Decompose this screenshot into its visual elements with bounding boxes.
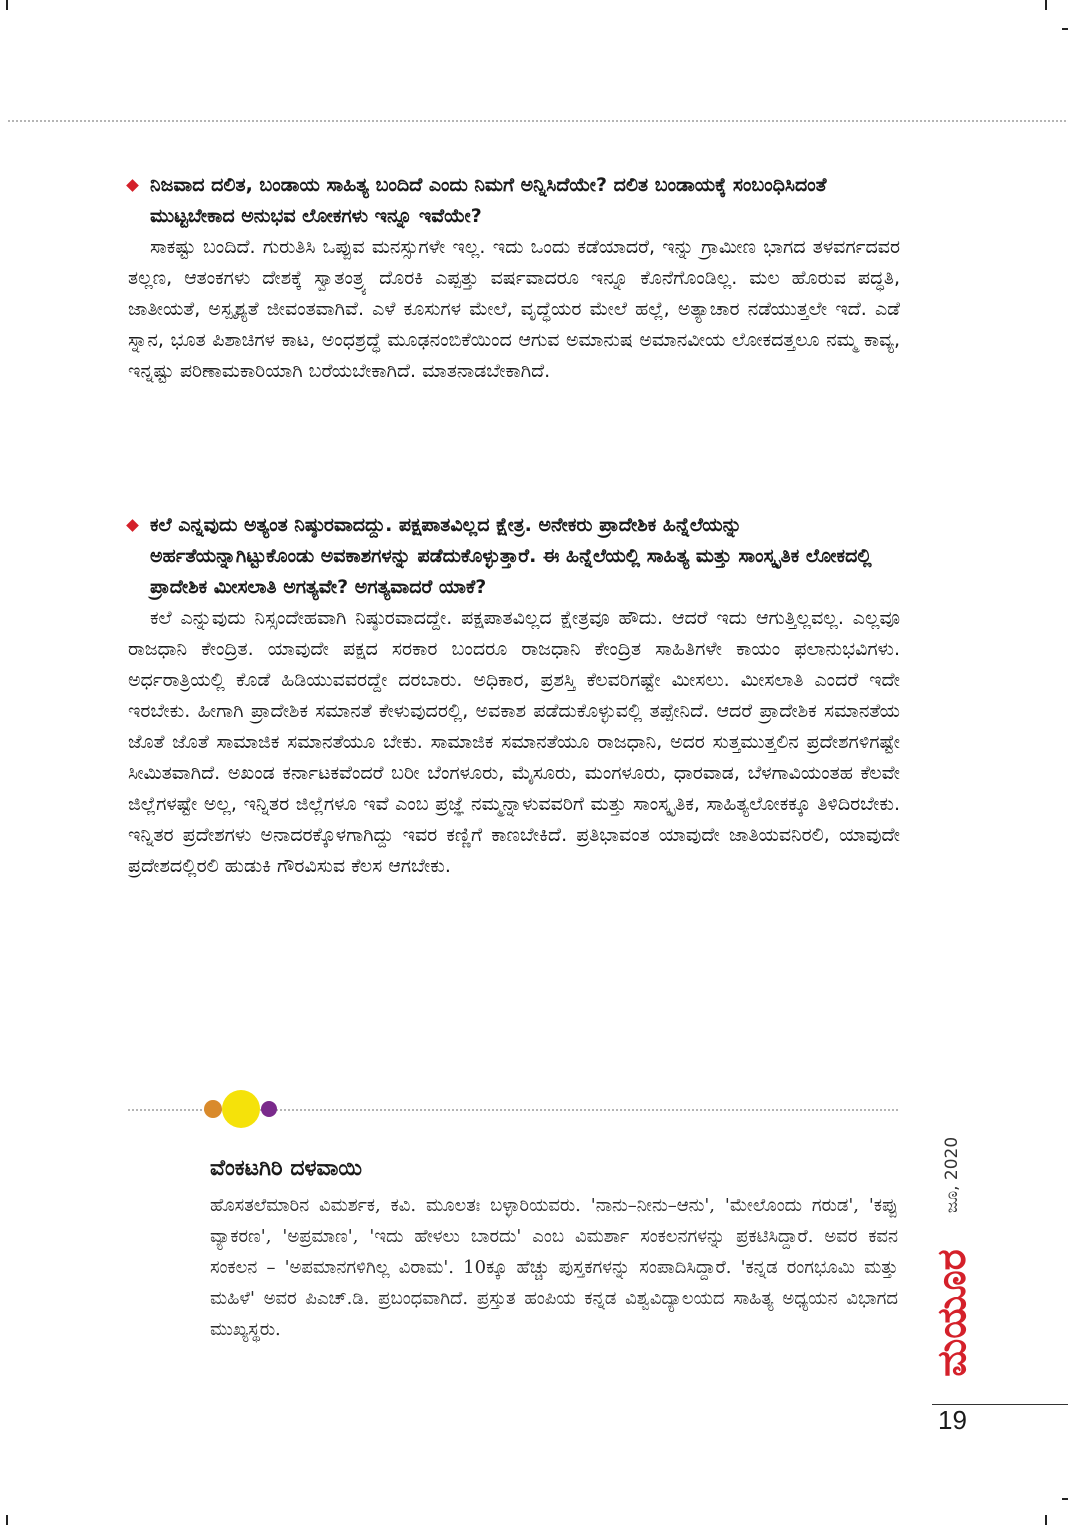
question-2 bbox=[128, 510, 900, 603]
purple-dot-icon bbox=[261, 1101, 277, 1117]
author-bio-text: ಹೊಸತಲೆಮಾರಿನ ವಿಮರ್ಶಕ, ಕವಿ. ಮೂಲತಃ ಬಳ್ಳಾರಿಯವರು. 'ನಾನು–ನೀನು–ಆನು', 'ಮೇಲೊಂದು ಗರುಡ', 'ಕಪ್ಪು ವ್ಯಾಕರಣ', 'ಅಪ್ರಮಾಣ', 'ಇದು ಹೇಳಲು ಬಾರದು' ಎಂಬ ವಿಮರ್ಶಾ ಸಂಕಲನಗಳನ್ನು ಪ್ರಕಟಿಸಿದ್ದಾರೆ. ಅವರ ಕವನ ಸಂಕಲನ – 'ಅಪಮಾನಗಳಿಗಿಲ್ಲ ವಿರಾಮ'. 10ಕ್ಕೂ ಹೆಚ್ಚು ಪುಸ್ತಕಗಳನ್ನು ಸಂಪಾದಿಸಿದ್ದಾರೆ. 'ಕನ್ನಡ ರಂಗಭೂಮಿ ಮತ್ತು ಮಹಿಳೆ' ಅವರ ಪಿಎಚ್.ಡಿ. ಪ್ರಬಂಧವಾಗಿದೆ. ಪ್ರಸ್ತುತ ಹಂಪಿಯ ಕನ್ನಡ ವಿಶ್ವವಿದ್ಯಾಲಯದ ಸಾಹಿತ್ಯ ಅಧ್ಯಯನ ವಿಭಾಗದ ಮುಖ್ಯಸ್ಥರು. bbox=[210, 1195, 898, 1340]
crop-mark bbox=[1062, 28, 1068, 30]
question-1-text: ನಿಜವಾದ ದಲಿತ, ಬಂಡಾಯ ಸಾಹಿತ್ಯ ಬಂದಿದೆ ಎಂದು ನಿಮಗೆ ಅನ್ನಿಸಿದೆಯೇ? ದಲಿತ ಬಂಡಾಯಕ್ಕೆ ಸಂಬಂಧಿಸಿದಂತೆ ಮುಟ್ಟಬೇಕಾದ ಅನುಭವ ಲೋಕಗಳು ಇನ್ನೂ ಇವೆಯೇ? bbox=[150, 174, 827, 227]
red-diamond-bullet-icon bbox=[126, 179, 139, 192]
qa-block-1 bbox=[128, 170, 900, 387]
crop-mark bbox=[6, 0, 8, 10]
author-bio bbox=[210, 1150, 898, 1345]
page-number: 19 bbox=[938, 1405, 967, 1435]
question-1 bbox=[128, 170, 900, 232]
orange-dot-icon bbox=[204, 1100, 222, 1118]
issue-date-text: ಜೂ, 2020 bbox=[942, 1136, 962, 1214]
crop-mark bbox=[1045, 1515, 1047, 1525]
magazine-logo-text: ಮಯೂರ bbox=[929, 1249, 975, 1377]
crop-mark bbox=[1062, 1498, 1068, 1500]
crop-mark bbox=[1045, 0, 1047, 10]
question-2-text: ಕಲೆ ಎನ್ನವುದು ಅತ್ಯಂತ ನಿಷ್ಠುರವಾದದ್ದು. ಪಕ್ಷಪಾತವಿಲ್ಲದ ಕ್ಷೇತ್ರ. ಅನೇಕರು ಪ್ರಾದೇಶಿಕ ಹಿನ್ನೆಲೆಯನ್ನು ಅರ್ಹತೆಯನ್ನಾಗಿಟ್ಟುಕೊಂಡು ಅವಕಾಶಗಳನ್ನು ಪಡೆದುಕೊಳ್ಳುತ್ತಾರೆ. ಈ ಹಿನ್ನೆಲೆಯಲ್ಲಿ ಸಾಹಿತ್ಯ ಮತ್ತು ಸಾಂಸ್ಕೃತಿಕ ಲೋಕದಲ್ಲಿ ಪ್ರಾದೇಶಿಕ ಮೀಸಲಾತಿ ಅಗತ್ಯವೇ? ಅಗತ್ಯವಾದರೆ ಯಾಕೆ? bbox=[150, 514, 872, 598]
red-diamond-bullet-icon bbox=[126, 519, 139, 532]
author-name: ವೆಂಕಟಗಿರಿ ದಳವಾಯಿ bbox=[210, 1156, 363, 1181]
top-dotted-rule bbox=[8, 120, 1066, 122]
qa-block-2 bbox=[128, 510, 900, 882]
issue-date bbox=[932, 1125, 972, 1225]
magazine-logo bbox=[922, 1228, 982, 1398]
answer-2: ಕಲೆ ಎನ್ನುವುದು ನಿಸ್ಸಂದೇಹವಾಗಿ ನಿಷ್ಠುರವಾದದ್ದೇ. ಪಕ್ಷಪಾತವಿಲ್ಲದ ಕ್ಷೇತ್ರವೂ ಹೌದು. ಆದರೆ ಇದು ಆಗುತ್ತಿಲ್ಲವಲ್ಲ. ಎಲ್ಲವೂ ರಾಜಧಾನಿ ಕೇಂದ್ರಿತ. ಯಾವುದೇ ಪಕ್ಷದ ಸರಕಾರ ಬಂದರೂ ರಾಜಧಾನಿ ಕೇಂದ್ರಿತ ಸಾಹಿತಿಗಳೇ ಕಾಯಂ ಫಲಾನುಭವಿಗಳು. ಅರ್ಧರಾತ್ರಿಯಲ್ಲಿ ಕೊಡೆ ಹಿಡಿಯುವವರದ್ದೇ ದರಬಾರು. ಅಧಿಕಾರ, ಪ್ರಶಸ್ತಿ ಕೆಲವರಿಗಷ್ಟೇ ಮೀಸಲು. ಮೀಸಲಾತಿ ಎಂದರೆ ಇದೇ ಇರಬೇಕು. ಹೀಗಾಗಿ ಪ್ರಾದೇಶಿಕ ಸಮಾನತೆ ಕೇಳುವುದರಲ್ಲಿ, ಅವಕಾಶ ಪಡೆದುಕೊಳ್ಳುವಲ್ಲಿ ತಪ್ಪೇನಿದೆ. ಆದರೆ ಪ್ರಾದೇಶಿಕ ಸಮಾನತೆಯ ಜೊತೆ ಜೊತೆ ಸಾಮಾಜಿಕ ಸಮಾನತೆಯೂ ಬೇಕು. ಸಾಮಾಜಿಕ ಸಮಾನತೆಯೂ ರಾಜಧಾನಿ, ಅದರ ಸುತ್ತಮುತ್ತಲಿನ ಪ್ರದೇಶಗಳಿಗಷ್ಟೇ ಸೀಮಿತವಾಗಿದೆ. ಅಖಂಡ ಕರ್ನಾಟಕವೆಂದರೆ ಬರೀ ಬೆಂಗಳೂರು, ಮೈಸೂರು, ಮಂಗಳೂರು, ಧಾರವಾಡ, ಬೆಳಗಾವಿಯಂತಹ ಕೆಲವೇ ಜಿಲ್ಲೆಗಳಷ್ಟೇ ಅಲ್ಲ, ಇನ್ನಿತರ ಜಿಲ್ಲೆಗಳೂ ಇವೆ ಎಂಬ ಪ್ರಜ್ಞೆ ನಮ್ಮನ್ನಾಳುವವರಿಗೆ ಮತ್ತು ಸಾಂಸ್ಕೃತಿಕ, ಸಾಹಿತ್ಯಲೋಕಕ್ಕೂ ತಿಳಿದಿರಬೇಕು. ಇನ್ನಿತರ ಪ್ರದೇಶಗಳು ಅನಾದರಕ್ಕೊಳಗಾಗಿದ್ದು ಇವರ ಕಣ್ಣಿಗೆ ಕಾಣಬೇಕಿದೆ. ಪ್ರತಿಭಾವಂತ ಯಾವುದೇ ಜಾತಿಯವನಿರಲಿ, ಯಾವುದೇ ಪ್ರದೇಶದಲ್ಲಿರಲಿ ಹುಡುಕಿ ಗೌರವಿಸುವ ಕೆಲಸ ಆಗಬೇಕು. bbox=[128, 607, 900, 877]
answer-1: ಸಾಕಷ್ಟು ಬಂದಿದೆ. ಗುರುತಿಸಿ ಒಪ್ಪುವ ಮನಸ್ಸುಗಳೇ ಇಲ್ಲ. ಇದು ಒಂದು ಕಡೆಯಾದರೆ, ಇನ್ನು ಗ್ರಾಮೀಣ ಭಾಗದ ತಳವರ್ಗದವರ ತಲ್ಲಣ, ಆತಂಕಗಳು ದೇಶಕ್ಕೆ ಸ್ವಾತಂತ್ರ್ಯ ದೊರಕಿ ಎಪ್ಪತ್ತು ವರ್ಷವಾದರೂ ಇನ್ನೂ ಕೊನೆಗೊಂಡಿಲ್ಲ. ಮಲ ಹೊರುವ ಪದ್ಧತಿ, ಜಾತೀಯತೆ, ಅಸ್ಪೃಶ್ಯತೆ ಜೀವಂತವಾಗಿವೆ. ಎಳೆ ಕೂಸುಗಳ ಮೇಲೆ, ವೃದ್ಧೆಯರ ಮೇಲೆ ಹಲ್ಲೆ, ಅತ್ಯಾಚಾರ ನಡೆಯುತ್ತಲೇ ಇದೆ. ಎಡೆ ಸ್ನಾನ, ಭೂತ ಪಿಶಾಚಿಗಳ ಕಾಟ, ಅಂಧಶ್ರದ್ಧೆ ಮೂಢನಂಬಿಕೆಯಿಂದ ಆಗುವ ಅಮಾನುಷ ಅಮಾನವೀಯ ಲೋಕದತ್ತಲೂ ನಮ್ಮ ಕಾವ್ಯ, ಇನ್ನಷ್ಟು ಪರಿಣಾಮಕಾರಿಯಾಗಿ ಬರೆಯಬೇಕಾಗಿದೆ. ಮಾತನಾಡಬೇಕಾಗಿದೆ. bbox=[128, 236, 900, 382]
crop-mark bbox=[6, 1515, 8, 1525]
yellow-dot-icon bbox=[222, 1090, 260, 1128]
